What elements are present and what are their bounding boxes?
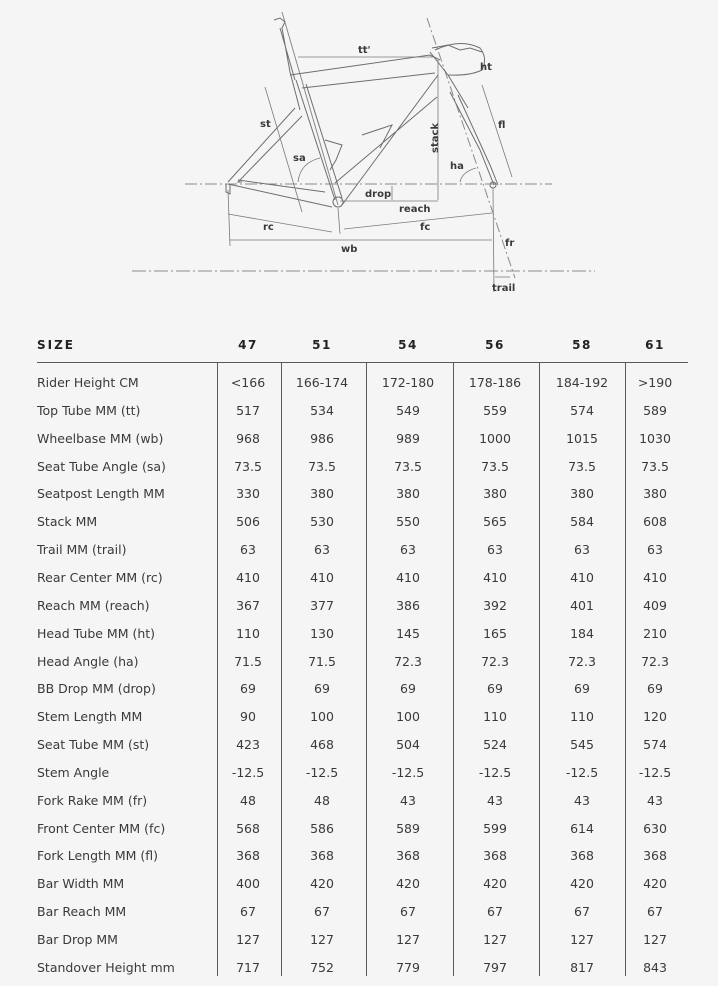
- row-value: 73.5: [641, 458, 669, 474]
- row-value: 71.5: [308, 653, 336, 669]
- row-value: 797: [483, 959, 507, 975]
- row-label: Fork Rake MM (fr): [37, 792, 148, 808]
- row-value: 63: [314, 542, 330, 558]
- row-value: -12.5: [638, 764, 672, 780]
- row-value: 72.3: [568, 653, 596, 669]
- row-value: 380: [483, 486, 507, 502]
- row-label: Head Angle (ha): [37, 653, 139, 669]
- bike-geometry-diagram: [130, 0, 600, 300]
- row-value: 184: [570, 625, 594, 641]
- row-value: 69: [647, 681, 663, 697]
- table-row: [37, 480, 688, 508]
- table-row: [37, 536, 688, 564]
- row-label: Stem Length MM: [37, 709, 143, 725]
- row-value: 608: [643, 514, 667, 530]
- row-value: 73.5: [394, 458, 422, 474]
- row-value: 43: [647, 792, 663, 808]
- table-row: [37, 620, 688, 648]
- row-value: 506: [236, 514, 260, 530]
- row-value: 752: [310, 959, 334, 975]
- row-value: 420: [396, 876, 420, 892]
- row-value: 586: [310, 820, 334, 836]
- row-value: 165: [483, 625, 507, 641]
- geometry-table: [37, 334, 688, 976]
- seatpost: [274, 18, 300, 110]
- table-row: [37, 815, 688, 843]
- row-value: 843: [643, 959, 667, 975]
- front-ext-line: [493, 188, 494, 292]
- label-stack: stack: [430, 122, 441, 153]
- down-tube: [335, 75, 438, 205]
- table-row: [37, 648, 688, 676]
- row-value: 127: [643, 932, 667, 947]
- row-value: 330: [236, 486, 260, 502]
- row-value: 524: [483, 737, 507, 753]
- row-value: 589: [643, 402, 667, 418]
- row-label: Head Tube MM (ht): [37, 625, 156, 641]
- row-value: 400: [236, 876, 260, 892]
- row-value: 73.5: [308, 458, 336, 474]
- row-value: 368: [310, 848, 334, 864]
- row-value: 368: [643, 848, 667, 864]
- row-value: 69: [314, 681, 330, 697]
- size-header-cell: 54: [398, 338, 418, 352]
- label-fr: fr: [505, 238, 515, 249]
- row-value: 368: [483, 848, 507, 864]
- row-value: 504: [396, 737, 420, 753]
- row-label: Reach MM (reach): [37, 597, 150, 613]
- label-ha: ha: [450, 161, 464, 172]
- table-row: [37, 703, 688, 731]
- row-value: 110: [236, 625, 260, 641]
- row-label: BB Drop MM (drop): [37, 681, 156, 697]
- row-value: 989: [396, 430, 420, 446]
- row-value: 73.5: [481, 458, 509, 474]
- row-label: Seat Tube MM (st): [37, 737, 150, 753]
- row-value: 614: [570, 820, 594, 836]
- table-row: [37, 369, 688, 397]
- table-row: [37, 397, 688, 425]
- row-value: 110: [570, 709, 594, 725]
- row-value: 48: [240, 792, 256, 808]
- row-value: 368: [236, 848, 260, 864]
- row-value: 90: [240, 709, 256, 725]
- row-value: 43: [487, 792, 503, 808]
- table-row: [37, 842, 688, 870]
- table-row: [37, 564, 688, 592]
- row-value: 630: [643, 820, 667, 836]
- row-value: 130: [310, 625, 334, 641]
- row-value: 166-174: [295, 375, 349, 390]
- label-st: st: [260, 119, 271, 130]
- row-value: 817: [570, 959, 594, 975]
- table-header: [37, 334, 688, 363]
- row-value: 420: [310, 876, 334, 892]
- table-row: [37, 425, 688, 453]
- row-value: 100: [310, 709, 334, 725]
- table-row: [37, 731, 688, 759]
- row-value: -12.5: [565, 764, 599, 780]
- row-value: 1000: [479, 430, 511, 446]
- label-fl: fl: [498, 120, 506, 131]
- rc-dimension: [228, 214, 332, 232]
- size-header-cell: 51: [312, 338, 332, 352]
- row-value: 73.5: [234, 458, 262, 474]
- row-value: 589: [396, 820, 420, 836]
- size-header-cell: 61: [645, 338, 665, 352]
- row-value: 410: [570, 569, 594, 585]
- row-value: 380: [570, 486, 594, 502]
- row-label: Standover Height mm: [37, 959, 175, 975]
- row-label: Top Tube MM (tt): [37, 402, 141, 418]
- row-value: 409: [643, 597, 667, 613]
- row-value: 43: [574, 792, 590, 808]
- row-value: 410: [483, 569, 507, 585]
- label-reach: reach: [399, 204, 431, 215]
- row-value: 584: [570, 514, 594, 530]
- row-value: 178-186: [468, 375, 522, 390]
- row-value: 63: [487, 542, 503, 558]
- row-value: 420: [643, 876, 667, 892]
- row-value: 127: [570, 932, 594, 947]
- row-value: 423: [236, 737, 260, 753]
- table-row: [37, 592, 688, 620]
- row-value: 63: [400, 542, 416, 558]
- row-value: 574: [643, 737, 667, 753]
- row-value: 184-192: [555, 375, 609, 390]
- row-value: 779: [396, 959, 420, 975]
- row-value: 127: [483, 932, 507, 947]
- row-value: 63: [574, 542, 590, 558]
- table-row: [37, 898, 688, 926]
- size-header-cell: 58: [572, 338, 592, 352]
- row-value: 1015: [566, 430, 598, 446]
- table-row: [37, 453, 688, 481]
- row-value: >190: [637, 375, 673, 390]
- table-row: [37, 954, 688, 982]
- row-value: 368: [570, 848, 594, 864]
- row-label: Trail MM (trail): [37, 542, 127, 558]
- table-row: [37, 870, 688, 898]
- row-value: 517: [236, 402, 260, 418]
- row-value: 69: [487, 681, 503, 697]
- row-value: 380: [643, 486, 667, 502]
- row-value: 127: [236, 932, 260, 947]
- row-value: 559: [483, 402, 507, 418]
- row-value: 534: [310, 402, 334, 418]
- row-value: 568: [236, 820, 260, 836]
- row-label: Bar Drop MM: [37, 932, 118, 947]
- table-row: [37, 675, 688, 703]
- row-value: 380: [310, 486, 334, 502]
- size-header-cell: 56: [485, 338, 505, 352]
- row-value: 172-180: [381, 375, 435, 390]
- row-value: 530: [310, 514, 334, 530]
- label-trail: trail: [492, 283, 516, 294]
- label-wb: wb: [341, 244, 358, 255]
- row-value: <166: [230, 375, 266, 390]
- row-value: 210: [643, 625, 667, 641]
- label-fc: fc: [420, 222, 431, 233]
- bottom-bracket: [333, 197, 343, 207]
- row-value: 420: [483, 876, 507, 892]
- row-value: 72.3: [481, 653, 509, 669]
- row-value: 48: [314, 792, 330, 808]
- row-value: 63: [240, 542, 256, 558]
- row-label: Rider Height CM: [37, 375, 139, 390]
- seat-tube-axis: [282, 12, 338, 205]
- fl-dimension: [482, 85, 512, 177]
- row-value: -12.5: [231, 764, 265, 780]
- row-value: 380: [396, 486, 420, 502]
- row-value: 72.3: [641, 653, 669, 669]
- row-value: 599: [483, 820, 507, 836]
- row-label: Fork Length MM (fl): [37, 848, 159, 864]
- row-value: 127: [396, 932, 420, 947]
- handlebar: [435, 43, 485, 75]
- row-value: 468: [310, 737, 334, 753]
- row-label: Seat Tube Angle (sa): [37, 458, 166, 474]
- table-row: [37, 759, 688, 787]
- row-value: 1030: [639, 430, 671, 446]
- row-value: 401: [570, 597, 594, 613]
- row-value: 368: [396, 848, 420, 864]
- row-value: 549: [396, 402, 420, 418]
- row-label: Front Center MM (fc): [37, 820, 166, 836]
- row-value: 367: [236, 597, 260, 613]
- row-value: 410: [396, 569, 420, 585]
- row-value: 392: [483, 597, 507, 613]
- row-value: 550: [396, 514, 420, 530]
- table-row: [37, 787, 688, 815]
- row-label: Rear Center MM (rc): [37, 569, 163, 585]
- row-value: 545: [570, 737, 594, 753]
- row-value: 67: [574, 904, 590, 920]
- row-label: Bar Width MM: [37, 876, 125, 892]
- label-rc: rc: [263, 222, 274, 233]
- row-value: 986: [310, 430, 334, 446]
- row-value: 565: [483, 514, 507, 530]
- row-label: Stack MM: [37, 514, 98, 530]
- label-tt: tt': [358, 45, 371, 56]
- row-value: 72.3: [394, 653, 422, 669]
- label-drop: drop: [365, 189, 392, 200]
- row-value: 69: [574, 681, 590, 697]
- row-value: 110: [483, 709, 507, 725]
- table-body: [37, 363, 688, 976]
- row-value: 717: [236, 959, 260, 975]
- row-value: 67: [240, 904, 256, 920]
- row-value: 127: [310, 932, 334, 947]
- row-value: 120: [643, 709, 667, 725]
- row-value: -12.5: [391, 764, 425, 780]
- top-tube: [290, 55, 440, 88]
- row-value: 410: [643, 569, 667, 585]
- row-value: 67: [487, 904, 503, 920]
- label-sa: sa: [293, 153, 306, 164]
- fc-dimension: [344, 213, 492, 229]
- table-row: [37, 926, 688, 954]
- row-value: -12.5: [478, 764, 512, 780]
- row-label: Wheelbase MM (wb): [37, 430, 164, 446]
- row-value: 67: [647, 904, 663, 920]
- row-value: 71.5: [234, 653, 262, 669]
- size-header-cell: 47: [238, 338, 258, 352]
- row-value: 100: [396, 709, 420, 725]
- row-value: 67: [400, 904, 416, 920]
- row-value: 67: [314, 904, 330, 920]
- table-row: [37, 508, 688, 536]
- bottle-cage-seat: [325, 140, 342, 170]
- row-value: 410: [310, 569, 334, 585]
- row-value: 69: [240, 681, 256, 697]
- row-value: 968: [236, 430, 260, 446]
- row-value: 63: [647, 542, 663, 558]
- row-value: 386: [396, 597, 420, 613]
- row-label: Bar Reach MM: [37, 904, 127, 920]
- label-ht: ht: [480, 62, 492, 73]
- row-label: Stem Angle: [37, 764, 110, 780]
- row-value: 420: [570, 876, 594, 892]
- bb-ext-line: [338, 208, 340, 234]
- size-header: SIZE: [37, 338, 76, 352]
- row-value: 377: [310, 597, 334, 613]
- row-value: 410: [236, 569, 260, 585]
- rc-ext-line: [228, 190, 230, 246]
- bottle-cage-down: [362, 125, 392, 148]
- row-value: 43: [400, 792, 416, 808]
- row-value: 73.5: [568, 458, 596, 474]
- row-value: -12.5: [305, 764, 339, 780]
- row-value: 145: [396, 625, 420, 641]
- row-label: Seatpost Length MM: [37, 486, 165, 502]
- row-value: 69: [400, 681, 416, 697]
- row-value: 574: [570, 402, 594, 418]
